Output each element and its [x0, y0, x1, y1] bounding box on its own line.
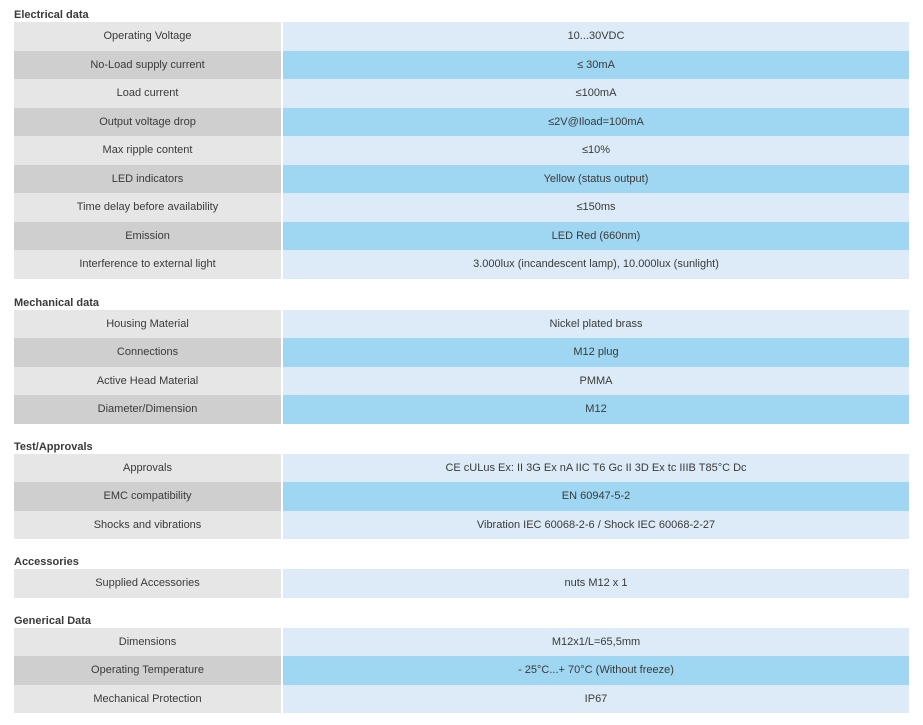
mechanical-table	[14, 310, 909, 424]
section-title-accessories: Accessories	[14, 556, 79, 568]
table-row	[14, 136, 909, 165]
row-value: - 25°C...+ 70°C (Without freeze)	[283, 656, 909, 685]
row-value: 10...30VDC	[283, 22, 909, 51]
section-title-mechanical: Mechanical data	[14, 296, 99, 309]
row-value: Nickel plated brass	[283, 310, 909, 339]
table-row	[14, 193, 909, 222]
row-value: nuts M12 x 1	[283, 569, 909, 598]
row-label: LED indicators	[14, 165, 283, 194]
spec-sheet	[14, 0, 909, 713]
row-value: LED Red (660nm)	[283, 222, 909, 251]
row-label: Emission	[14, 222, 283, 251]
row-value: Vibration IEC 60068-2-6 / Shock IEC 60068-2-27	[283, 511, 909, 540]
table-row	[14, 482, 909, 511]
table-row	[14, 628, 909, 657]
table-row	[14, 250, 909, 279]
row-label: No-Load supply current	[14, 51, 283, 80]
row-label: Active Head Material	[14, 367, 283, 396]
row-label: Interference to external light	[14, 250, 283, 279]
row-value: EN 60947-5-2	[283, 482, 909, 511]
row-label: Housing Material	[14, 310, 283, 339]
row-label: Shocks and vibrations	[14, 511, 283, 540]
row-value: ≤100mA	[283, 79, 909, 108]
accessories-table	[14, 569, 909, 598]
row-label: Max ripple content	[14, 136, 283, 165]
table-row	[14, 79, 909, 108]
row-label: Supplied Accessories	[14, 569, 283, 598]
table-row	[14, 656, 909, 685]
section-title-approvals: Test/Approvals	[14, 440, 93, 453]
row-value: CE cULus Ex: II 3G Ex nA IIC T6 Gc II 3D Ex tc IIIB T85°C Dc	[283, 454, 909, 483]
row-value: IP67	[283, 685, 909, 714]
table-row	[14, 685, 909, 714]
electrical-table	[14, 22, 909, 279]
table-row	[14, 22, 909, 51]
table-row	[14, 511, 909, 540]
section-title-electrical: Electrical data	[14, 9, 89, 21]
table-row	[14, 454, 909, 483]
row-label: Load current	[14, 79, 283, 108]
row-label: EMC compatibility	[14, 482, 283, 511]
row-label: Dimensions	[14, 628, 283, 657]
row-value: ≤150ms	[283, 193, 909, 222]
row-value: M12	[283, 395, 909, 424]
row-value: ≤10%	[283, 136, 909, 165]
table-row	[14, 338, 909, 367]
table-row	[14, 367, 909, 396]
table-row	[14, 222, 909, 251]
table-row	[14, 165, 909, 194]
table-row	[14, 395, 909, 424]
row-value: M12x1/L=65,5mm	[283, 628, 909, 657]
table-row	[14, 569, 909, 598]
row-value: ≤2V@Iload=100mA	[283, 108, 909, 137]
row-label: Operating Temperature	[14, 656, 283, 685]
table-row	[14, 51, 909, 80]
row-label: Approvals	[14, 454, 283, 483]
row-label: Output voltage drop	[14, 108, 283, 137]
table-row	[14, 108, 909, 137]
generical-table	[14, 628, 909, 714]
row-value: ≤ 30mA	[283, 51, 909, 80]
row-label: Time delay before availability	[14, 193, 283, 222]
row-value: Yellow (status output)	[283, 165, 909, 194]
row-label: Mechanical Protection	[14, 685, 283, 714]
section-title-generical: Generical Data	[14, 614, 92, 627]
row-label: Operating Voltage	[14, 22, 283, 51]
approvals-table	[14, 454, 909, 540]
table-row	[14, 310, 909, 339]
row-value: 3.000lux (incandescent lamp), 10.000lux (sunlight)	[283, 250, 909, 279]
row-value: M12 plug	[283, 338, 909, 367]
row-value: PMMA	[283, 367, 909, 396]
row-label: Connections	[14, 338, 283, 367]
row-label: Diameter/Dimension	[14, 395, 283, 424]
